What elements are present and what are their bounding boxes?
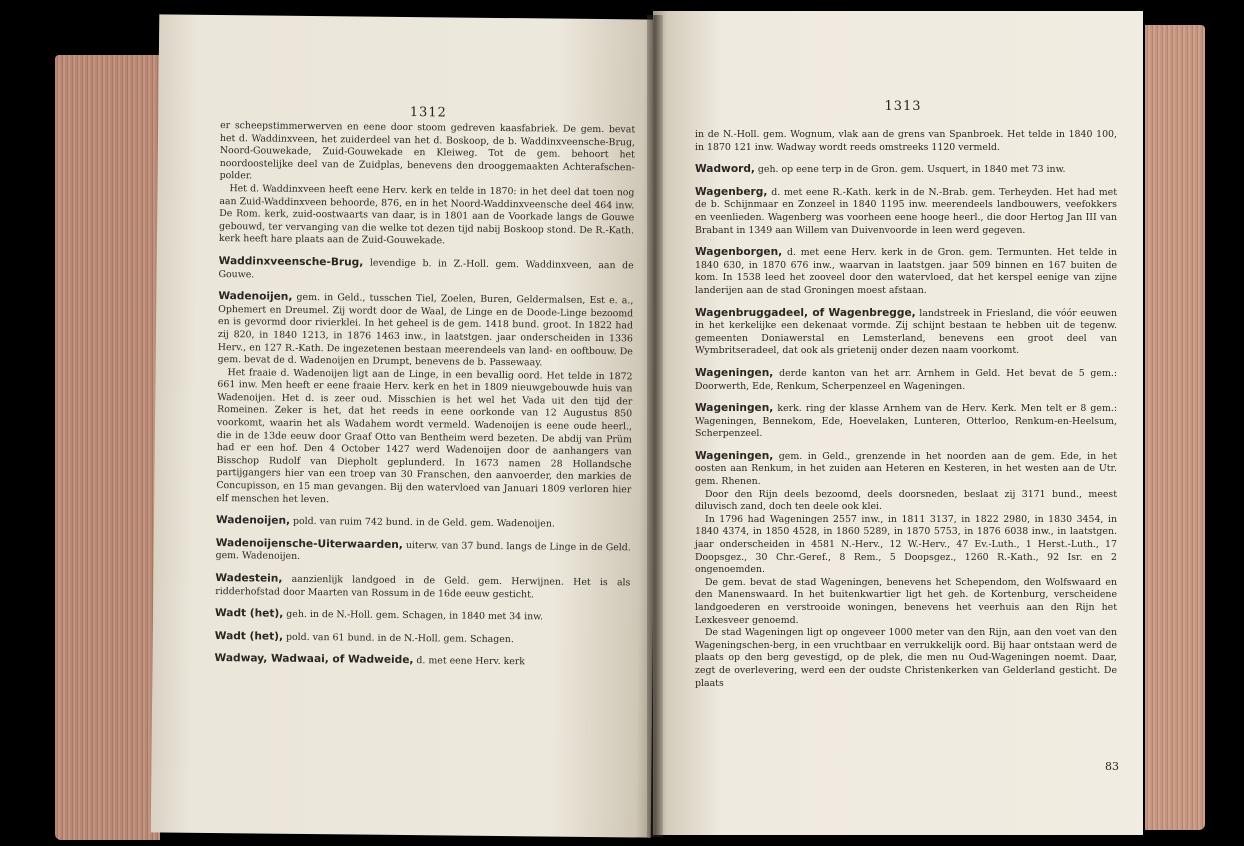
entry-headword: Wageningen, (695, 402, 774, 415)
signature-mark: 83 (1105, 760, 1119, 773)
dictionary-entry (695, 186, 1117, 237)
entry-text: d. met eene Herv. kerk in de Gron. gem. Termunten. Het telde in 1840 630, in 1870 676 inw., waarvan in laatstgen. jaar 509 binnen en 167 buiten de kom. In 1538 leed het zooveel door den watervloed, dat het kerspel eenige van zijne landerijen aan de stad Groningen moest afstaan. (695, 247, 1117, 296)
entry-text: Door den Rijn deels bezoomd, deels doorsneden, beslaat zij 3171 bund., meest diluvisch zand, doch ten deele ook klei. (695, 488, 1117, 513)
entry-text: levendige b. in Z.-Holl. gem. Waddinxveen, aan de Gouwe. (218, 257, 634, 280)
entry-headword: Wadenoijensche-Uiterwaarden, (215, 536, 403, 551)
entry-text: De gem. bevat de stad Wageningen, benevens het Schependom, den Wolfswaard en den Manenswaard. In het buitenkwartier ligt het geh. de Kortenburg, verscheidene landgoederen en verstrooide woningen, benevens het veerhuis aan den Rijn het Lexkesveer genoemd. (695, 576, 1117, 626)
dictionary-entry (219, 255, 634, 286)
entry-headword: Wadenoijen, (215, 514, 291, 528)
dictionary-entry (216, 537, 631, 568)
page-number: 1313 (884, 99, 922, 114)
dictionary-entry (695, 402, 1117, 441)
entry-headword: Wadt (het), (214, 629, 284, 643)
book-spine (647, 15, 663, 837)
entry-paragraph (216, 367, 632, 510)
entry-text: in de N.-Holl. gem. Wognum, vlak aan de grens van Spanbroek. Het telde in 1840 100, in 1870 121 inw. Wadway wordt reeds omstreeks 1120 vermeld. (695, 129, 1117, 153)
page-text (214, 120, 635, 679)
entry-paragraph (215, 607, 630, 625)
entry-paragraph (695, 246, 1117, 297)
entry-headword: Wadword, (695, 163, 755, 176)
entry-paragraph (695, 577, 1117, 627)
entry-text: d. met eene Herv. kerk (416, 655, 526, 668)
entry-text: d. met eene R.-Kath. kerk in de N.-Brab. gem. Terheyden. Het had met de b. Schijnmaar en Zonzeel in 1840 1195 inw. meerendeels landbouwers, veefokkers en veenlieden. Wagenberg was voorheen eene hooge heerl., die door Hertog Jan III van Brabant in 1349 aan Willem van Duivenvoorde in leen werd gegeven. (695, 186, 1117, 236)
entry-text: pold. van 61 bund. in de N.-Holl. gem. Schagen. (286, 631, 514, 645)
entry-text: landstreek in Friesland, die vóór eeuwen in het kerkelijke een dekenaat vormde. Zij schijnt bestaan te hebben uit de tegenw. gemeenten Doniawerstal en Lemsterland, benevens een groot deel van Wymbritseradeel, dat ook als grietenij onder dezen naam voorkomt. (695, 307, 1117, 357)
dictionary-entry (695, 129, 1117, 154)
entry-text: geh. in de N.-Holl. gem. Schagen, in 1840 met 34 inw. (286, 608, 544, 623)
entry-text: Het fraaie d. Wadenoijen ligt aan de Linge, in een bevallig oord. Het telde in 1872 661 inw. Men heeft er eene fraaie Herv. kerk en het in 1809 nieuwgebouwde huis van Wadenoijen. Het d. is zeer oud. Misschien is het wel het Vada uit den tijd der Romeinen. Zeker is het, dat het reeds in eene oorkonde van 12 Augustus 850 voorkomt, waarin het als Wadahem wordt vermeld. Wadenoijen is eene oude heerl., die in de 13de eeuw door Graaf Otto van Bentheim werd bezeten. De abdij van Prüm had er een hof. Den 4 October 1427 werd Wadenoijen door de aanhangers van Bisschop Rudolf van Diepholt geplunderd. In 1673 namen 28 Hollandsche partijgangers hier van een troep van 30 Franschen, den aanvoerder, den markies de Concupisson, en 15 man gevangen. Bij den watervloed van Januari 1809 verloren hier elf menschen het leven. (216, 366, 633, 505)
dictionary-entry (695, 307, 1117, 358)
entry-paragraph (219, 255, 634, 286)
entry-headword: Wageningen, (695, 449, 774, 462)
entry-paragraph (695, 129, 1117, 154)
entry-text: kerk. ring der klasse Arnhem van de Herv. Kerk. Men telt er 8 gem.: Wageningen, Bennekom, Ede, Hoevelaken, Lunteren, Otterloo, Renkum-en-Heelsum, Scherpenzeel. (695, 403, 1117, 440)
entry-paragraph (220, 120, 636, 187)
entry-text: gem. in Geld., grenzende in het noorden aan de gem. Ede, in het oosten aan Renkum, in het zuiden aan Heteren en Kesteren, in het westen aan de Utr. gem. Rhenen. (695, 450, 1117, 488)
page-number: 1312 (409, 105, 447, 121)
entry-text: geh. op eene terp in de Gron. gem. Usquert, in 1840 met 73 inw. (757, 164, 1066, 176)
entry-paragraph (695, 367, 1117, 393)
entry-headword: Waddinxveensche-Brug, (218, 254, 364, 269)
dictionary-entry (216, 514, 631, 532)
entry-text: er scheepstimmerwerven en eene door stoom gedreven kaasfabriek. De gem. bevat het d. Waddinxveen, het zuiderdeel van het d. Boskoop, de b. Waddinxveensche-Brug, Noord-Gouwekade, Zuid-Gouwekade en Kleiweg. Tot de gem. behoort het noordoostelijke deel van de Zuidplas, benevens den drooggemaakten Achterafschen-polder. (219, 120, 636, 182)
dictionary-entry (215, 572, 630, 603)
entry-paragraph (216, 514, 631, 532)
entry-paragraph (219, 183, 635, 250)
entry-paragraph (218, 290, 634, 371)
entry-text: aanzienlijk landgoed in de Geld. gem. Herwijnen. Het is als ridderhofstad door Maarten van Rossum in de 16de eeuw gesticht. (215, 573, 631, 600)
dictionary-entry (219, 120, 635, 250)
entry-paragraph (695, 307, 1117, 358)
entry-text: In 1796 had Wageningen 2557 inw., in 1811 3137, in 1822 2980, in 1830 3454, in 1840 4374, in 1850 4528, in 1860 5289, in 1870 5753, in 1876 6038 inw., in laatstgen. jaar onderscheiden in 4581 N.-Herv., 12 W.-Herv., 47 Ev.-Luth., 1 Herst.-Luth., 17 Doopsgez., 30 Chr.-Geref., 8 Rem., 5 Doopsgez., 1260 R.-Kath., 92 Isr. en 2 ongenoemden. (695, 513, 1117, 576)
entry-paragraph (216, 537, 631, 568)
entry-paragraph (695, 489, 1117, 514)
entry-text: Het d. Waddinxveen heeft eene Herv. kerk en telde in 1870: in het deel dat toen nog aan Zuid-Waddinxveen behoorde, 876, en in het Noord-Waddinxveensche deel 464 inw. De Rom. kerk, zuid-oostwaarts van daar, is in 1801 aan de Voorkade langs de Gouwe gebouwd, ter vervanging van die welke tot dezen tijd nabij Boskoop stond. De R.-Kath. kerk heeft hare plaats aan de Zuid-Gouwekade. (218, 183, 635, 247)
entry-text: De stad Wageningen ligt op ongeveer 1000 meter van den Rijn, aan den voet van den Wageningschen-berg, in een vruchtbaar en verrukkelijk oord. Bij haar ontstaan werd de plaats op den berg gevestigd, op de plek, die men nu Oud-Wageningen noemt. Daar, zegt de overlevering, werd een der oudste Christenkerken van Gelderland gesticht. De plaats (695, 627, 1117, 689)
entry-text: derde kanton van het arr. Arnhem in Geld. Het bevat de 5 gem.: Doorwerth, Ede, Renkum, Scherpenzeel en Wageningen. (695, 367, 1118, 392)
entry-headword: Wageningen, (695, 366, 774, 379)
entry-headword: Wadenoijen, (218, 290, 293, 303)
page-edges-left (55, 55, 160, 840)
page-edges-right (1145, 25, 1205, 830)
entry-headword: Wagenbruggadeel, of Wagenbregge, (695, 306, 916, 319)
entry-paragraph (695, 402, 1117, 441)
dictionary-entry (695, 367, 1117, 393)
entry-paragraph (695, 627, 1117, 690)
entry-paragraph (215, 572, 630, 603)
dictionary-entry (214, 652, 629, 670)
open-book (55, 5, 1205, 843)
entry-text: pold. van ruim 742 bund. in de Geld. gem. Wadenoijen. (292, 516, 555, 530)
left-page (151, 14, 660, 837)
entry-headword: Wagenborgen, (695, 246, 783, 259)
dictionary-entry (695, 450, 1117, 690)
right-page (653, 11, 1143, 835)
dictionary-entry (695, 163, 1117, 177)
dictionary-entry (215, 607, 630, 625)
entry-text: uiterw. van 37 bund. langs de Linge in de Geld. gem. Wadenoijen. (215, 539, 631, 563)
entry-headword: Wadt (het), (214, 607, 284, 620)
entry-headword: Wadestein, (215, 572, 283, 585)
entry-paragraph (695, 186, 1117, 237)
entry-paragraph (695, 163, 1117, 177)
entry-paragraph (215, 630, 630, 648)
dictionary-entry (695, 246, 1117, 297)
entry-paragraph (695, 450, 1117, 489)
entry-headword: Wagenberg, (695, 185, 768, 198)
entry-paragraph (695, 514, 1117, 577)
page-text (695, 129, 1117, 699)
entry-text: gem. in Geld., tusschen Tiel, Zoelen, Buren, Geldermalsen, Est e. a., Ophemert en Dreumel. Zij wordt door de Waal, de Linge en de Doode-Linge bezoomd en is gevormd door rivierklei. In het geheel is de gem. 1418 bund. groot. In 1822 had zij 820, in 1840 1213, in 1876 1463 inw., in laatstgen. jaar onderscheiden in 1336 Herv., en 127 R.-Kath. De ingezetenen bestaan meerendeels van land- en ooftbouw. De gem. bevat de d. Wadenoijen en Drumpt, benevens de b. Passewaay. (217, 291, 634, 369)
entry-paragraph (214, 652, 629, 670)
dictionary-entry (215, 630, 630, 648)
entry-headword: Wadway, Wadwaai, of Wadweide, (214, 652, 414, 667)
dictionary-entry (216, 290, 633, 509)
